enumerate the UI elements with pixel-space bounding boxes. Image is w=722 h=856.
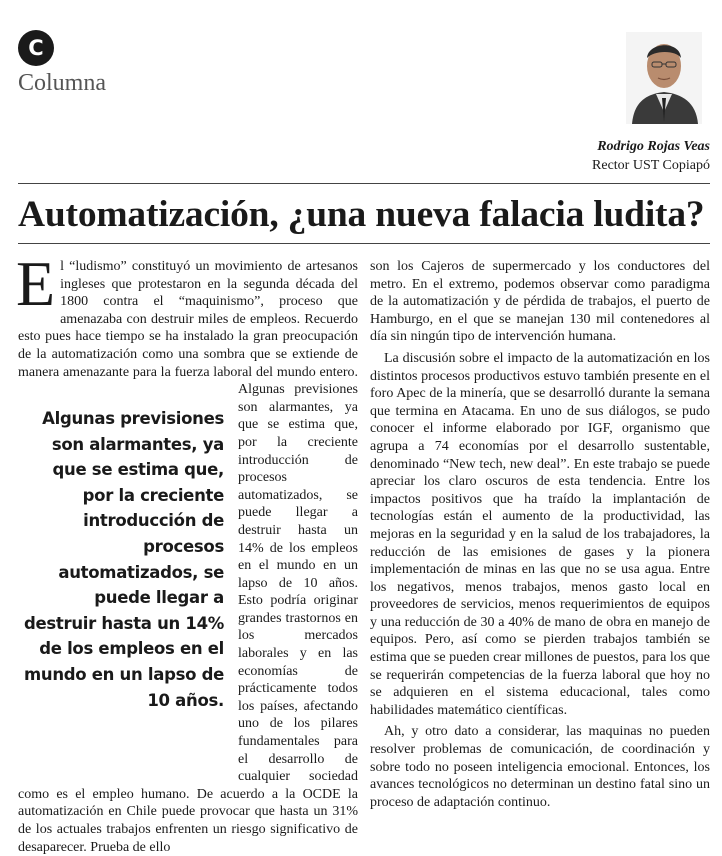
left-text-part1: l “ludismo” constituyó un movimiento de artesanos ingleses que protestaron en la segunda década del 1800 contra el “maquinismo”, proceso que amenazaba con destruir miles de empleos. Recuerdo esto pues hace tiempo se ha instalado la gran preocupación de la automatización como una sombra que se extiende de manera amenazante para la fuerza laboral del mundo entero. [18, 259, 358, 380]
article-column-right [370, 258, 710, 810]
headline-divider [18, 243, 710, 244]
author-role: Rector UST Copiapó [592, 158, 710, 173]
headline: Automatización, ¿una nueva falacia ludita? [18, 194, 705, 235]
body-paragraph: La discusión sobre el impacto de la automatización en los distintos procesos productivos estuvo también presente en el foro Apec de la minería, que se desarrolló durante la semana que termina en Atacama. En uno de sus diálogos, se pudo conocer el informe elaborado por IGF, organismo que agrupa a 74 economías por el desarrollo sustentable, denominado “New tech, new deal”. En este trabajo se puede apreciar los claro oscuros de esta tendencia. Entre los impactos positivos que ha traído la implantación de tecnologías están el aumento de la productividad, las mejoras en la seguridad y en la salud de los trabajadores, la reducción de las emisiones de gases y la pionera implementación de minas en las que no se usa agua. Entre los negativos, menos trabajos, menos gasto local en proveedores de servicios, menos requerimientos de equipos y una reducción de 30 a 40% de mano de obra en manejo de equipos. Pero, así como se pierden trabajos también se estima que se pueden crear millones de puestos, para los que se requerirán competencias de la fuerza laboral que hoy no se adquieren en el sistema educacional, tales como habilidades matemático científicas. [370, 350, 710, 718]
pull-quote: Algunas previsiones son alarmantes, ya que se estima que, por la creciente introducción de procesos automatizados, se puede llegar a destruir hasta un 14% de los empleos en el mundo en un lapso de 10 años. [23, 409, 224, 710]
top-divider [18, 183, 710, 184]
body-paragraph: Ah, y otro dato a considerar, las maquinas no pueden resolver problemas de comunicación, de coordinación y sobre todo no poseen inteligencia emocional. Entonces, los avances tecnológicos no determinan un destino fatal sino un proceso de adaptación continuo. [370, 724, 710, 810]
author-portrait [626, 32, 702, 124]
section-label: Columna [18, 70, 106, 96]
column-badge [18, 30, 54, 66]
drop-cap: E [16, 248, 56, 319]
badge-letter: C [28, 36, 44, 60]
author-name: Rodrigo Rojas Veas [597, 139, 710, 154]
left-text-part2: Algunas previsiones son alarmantes, ya que se estima que, por la creciente introducción de procesos automatizados, se puede llegar a destruir hasta un 14% de los empleos en el mundo en un lapso de 10 años. Esto podría originar grandes trastornos en los mercados laborales y en las economías de prácticamente todos los países, afectando uno de los pilares fundamentales para el desarrollo de cualquier sociedad como es el empleo humano. De acuerdo a la OCDE la automatización en Chile puede provocar que hasta un 31% de los actuales trabajos enfrenten un riesgo significativo de desaparecer. Prueba de ello [18, 382, 358, 855]
body-paragraph: son los Cajeros de supermercado y los conductores del metro. En el extremo, podemos observar como paradigma de la automatización y de pérdida de trabajos, el puerto de Hamburgo, en el que se manejan 130 mil contenedores al día sin ningún tipo de intervención humana. [370, 259, 710, 345]
